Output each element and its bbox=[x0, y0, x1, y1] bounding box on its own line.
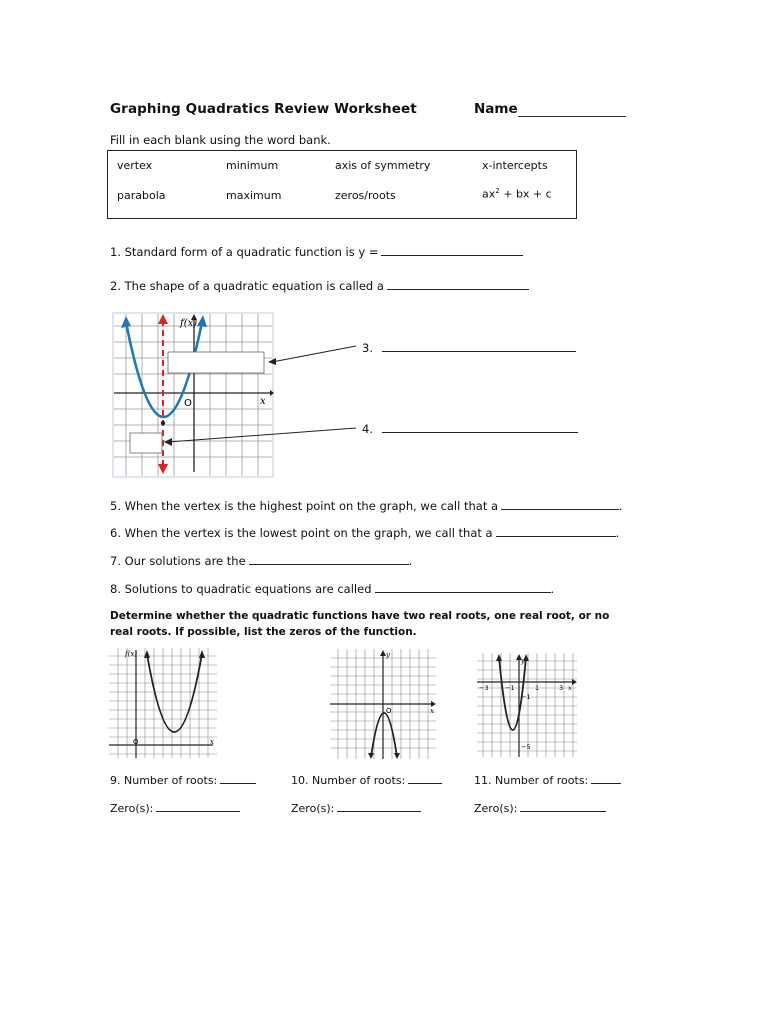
answer-9-roots-blank[interactable] bbox=[220, 772, 256, 784]
question-4-text: 4. bbox=[362, 422, 373, 436]
question-5 bbox=[110, 498, 623, 513]
graph-11-x-label: x bbox=[568, 684, 572, 692]
word-standard-form bbox=[482, 187, 552, 201]
question-4 bbox=[362, 421, 578, 436]
word-bank bbox=[107, 150, 577, 219]
word-vertex: vertex bbox=[117, 159, 153, 172]
arrow-3-line bbox=[272, 346, 356, 362]
answer-11-roots-blank[interactable] bbox=[591, 772, 621, 784]
word-zeros-roots: zeros/roots bbox=[335, 189, 396, 202]
word-x-intercepts: x-intercepts bbox=[482, 159, 548, 172]
question-6 bbox=[110, 525, 619, 540]
label-box-3 bbox=[168, 352, 264, 373]
question-6-period: . bbox=[615, 526, 620, 540]
question-1-text: 1. Standard form of a quadratic function is y = bbox=[110, 245, 379, 259]
answer-1-blank[interactable] bbox=[381, 244, 523, 256]
answer-6-blank[interactable] bbox=[496, 525, 616, 537]
answer-3-blank[interactable] bbox=[382, 340, 576, 352]
question-8 bbox=[110, 581, 554, 596]
word-minimum: minimum bbox=[226, 159, 279, 172]
graph-11-tick-y-neg5: −5 bbox=[521, 743, 531, 751]
graph-10-y-label: y bbox=[386, 651, 390, 659]
answer-10-zeros-blank[interactable] bbox=[337, 800, 421, 812]
label-box-4 bbox=[130, 433, 162, 453]
graph-11-y-label: y bbox=[521, 657, 525, 665]
question-11-text: 11. Number of roots: bbox=[474, 774, 589, 787]
diagram-origin-label: O bbox=[184, 398, 192, 409]
question-9-text: 9. Number of roots: bbox=[110, 774, 218, 787]
instruction: Fill in each blank using the word bank. bbox=[110, 133, 331, 147]
vertex-point bbox=[161, 421, 165, 425]
zeros-9 bbox=[110, 800, 240, 815]
question-5-period: . bbox=[619, 499, 623, 513]
question-7-text: 7. Our solutions are the bbox=[110, 554, 246, 568]
question-2-text: 2. The shape of a quadratic equation is called a bbox=[110, 279, 384, 293]
question-8-period: . bbox=[550, 582, 555, 596]
question-2 bbox=[110, 278, 529, 293]
question-8-text: 8. Solutions to quadratic equations are called bbox=[110, 582, 372, 596]
zeros-11 bbox=[474, 800, 606, 815]
zeros-9-label: Zero(s): bbox=[110, 802, 154, 815]
graph-10-origin: O bbox=[386, 707, 392, 715]
diagram-fx-label: f(x) bbox=[180, 318, 198, 329]
question-10-roots bbox=[291, 772, 442, 787]
graph-9-fx-label: f(x) bbox=[125, 650, 138, 658]
answer-4-blank[interactable] bbox=[382, 421, 578, 433]
question-5-text: 5. When the vertex is the highest point on the graph, we call that a bbox=[110, 499, 499, 513]
formula-base: ax bbox=[482, 187, 496, 201]
answer-2-blank[interactable] bbox=[387, 278, 529, 290]
word-axis-of-symmetry: axis of symmetry bbox=[335, 159, 431, 172]
answer-5-blank[interactable] bbox=[501, 498, 619, 510]
graph-11-tick-neg1: −1 bbox=[505, 684, 515, 692]
question-11-roots bbox=[474, 772, 621, 787]
word-parabola: parabola bbox=[117, 189, 166, 202]
question-3 bbox=[362, 340, 576, 355]
graph-10-x-label: x bbox=[430, 707, 434, 715]
question-6-text: 6. When the vertex is the lowest point on the graph, we call that a bbox=[110, 526, 493, 540]
answer-11-zeros-blank[interactable] bbox=[520, 800, 606, 812]
question-10-text: 10. Number of roots: bbox=[291, 774, 406, 787]
question-7-period: . bbox=[408, 554, 413, 568]
zeros-10 bbox=[291, 800, 421, 815]
question-7 bbox=[110, 553, 412, 568]
diagram-x-label: x bbox=[260, 396, 266, 407]
graph-11-tick-1: 1 bbox=[535, 684, 540, 692]
name-blank[interactable] bbox=[518, 116, 626, 117]
word-maximum: maximum bbox=[226, 189, 282, 202]
formula-rest: + bx + c bbox=[499, 187, 552, 201]
zeros-10-label: Zero(s): bbox=[291, 802, 335, 815]
question-9-roots bbox=[110, 772, 256, 787]
graph-11 bbox=[477, 653, 577, 757]
question-3-text: 3. bbox=[362, 341, 373, 355]
graph-11-tick-y-neg1: −1 bbox=[521, 693, 531, 701]
answer-8-blank[interactable] bbox=[375, 581, 551, 593]
graph-9-origin: O bbox=[133, 738, 139, 746]
answer-10-roots-blank[interactable] bbox=[408, 772, 442, 784]
graph-9 bbox=[109, 648, 217, 758]
answer-7-blank[interactable] bbox=[249, 553, 409, 565]
roots-instruction: Determine whether the quadratic functions have two real roots, one real root, or no real roots. If possible, list the zeros of the function. bbox=[110, 610, 610, 638]
question-1 bbox=[110, 244, 523, 259]
graph-11-tick-3: 3 bbox=[559, 684, 564, 692]
graph-10 bbox=[330, 649, 436, 759]
zeros-11-label: Zero(s): bbox=[474, 802, 518, 815]
name-label: Name bbox=[474, 101, 518, 117]
graph-9-x-label: x bbox=[210, 738, 214, 746]
parabola-diagram bbox=[112, 312, 274, 478]
graph-11-tick-neg3: −3 bbox=[479, 684, 489, 692]
worksheet-title: Graphing Quadratics Review Worksheet bbox=[110, 101, 417, 117]
answer-9-zeros-blank[interactable] bbox=[156, 800, 240, 812]
formula-exponent: 2 bbox=[495, 187, 500, 195]
